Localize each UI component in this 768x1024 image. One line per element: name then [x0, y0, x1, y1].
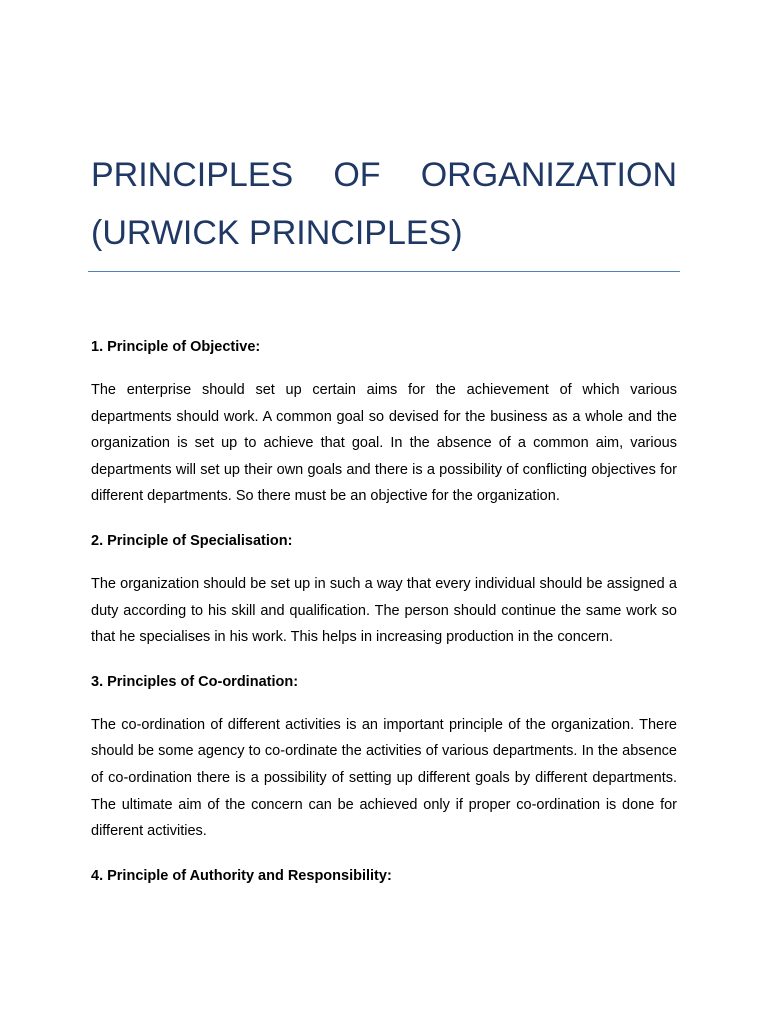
document-title-line-2: (URWICK PRINCIPLES) [91, 214, 463, 252]
document-title-line-1: PRINCIPLES OF ORGANIZATION [91, 156, 677, 194]
section-principles-of-coordination [91, 669, 677, 845]
section-heading: 3. Principles of Co-ordination: [91, 673, 299, 690]
section-heading: 1. Principle of Objective: [91, 339, 261, 355]
section-paragraph: The co-ordination of different activities is an important principle of the organization. There should be some agency to co-ordinate the activities of various departments. In the absence of co-ordination there is a possibility of setting up different goals by different departments. The ultimate aim of the concern can be achieved only if proper co-ordination is done for different activities. [91, 716, 677, 840]
document-title [91, 146, 677, 262]
section-principle-of-objective [91, 334, 677, 510]
document-body [91, 334, 677, 906]
section-heading: 4. Principle of Authority and Responsibility: [91, 867, 392, 884]
section-paragraph: The enterprise should set up certain aims for the achievement of which various departments should work. A common goal so devised for the business as a whole and the organization is set up to achieve that goal. In the absence of a common aim, various departments will set up their own goals and there is a possibility of conflicting objectives for different departments. So there must be an objective for the organization. [91, 382, 677, 505]
section-principle-of-authority-and-responsibility [91, 863, 677, 889]
title-divider [88, 271, 680, 272]
section-paragraph: The organization should be set up in such a way that every individual should be assigned a duty according to his skill and qualification. The person should continue the same work so that he specialises in his work. This helps in increasing production in the concern. [91, 575, 677, 646]
section-heading: 2. Principle of Specialisation: [91, 532, 293, 549]
section-principle-of-specialisation [91, 528, 677, 651]
